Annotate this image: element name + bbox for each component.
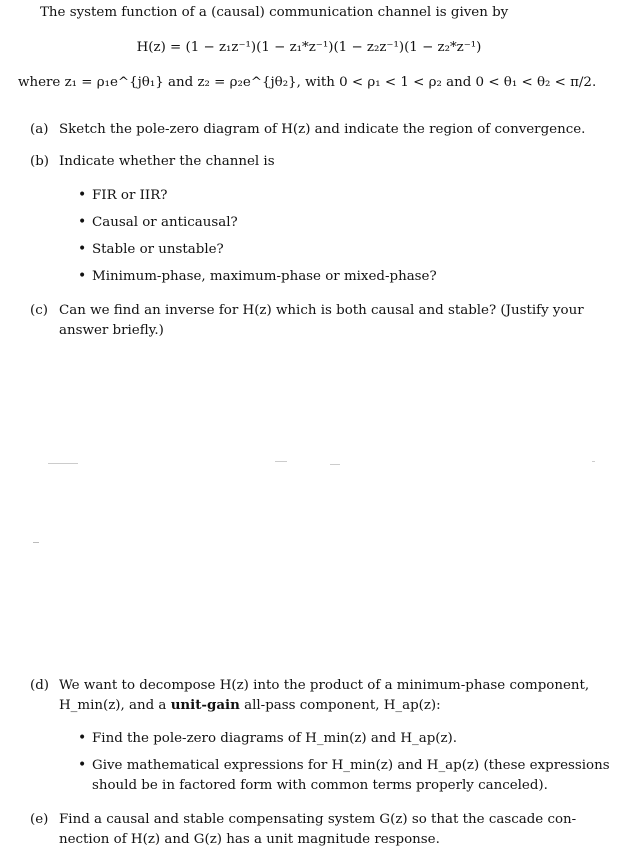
part-d-line2-pre: H_min(z), and a	[59, 698, 167, 713]
main-equation: H(z) = (1 − z₁z⁻¹)(1 − z₁*z⁻¹)(1 − z₂z⁻¹)(1 − z₂*z⁻¹)	[136, 40, 482, 55]
part-e-label: (e)	[30, 812, 49, 827]
part-b-bullet-1: FIR or IIR?	[92, 188, 168, 203]
part-b-bullet-4: Minimum-phase, maximum-phase or mixed-phase?	[92, 269, 437, 284]
part-d-bullet-2: Give mathematical expressions for H_min(z) and H_ap(z) (these expressions	[92, 758, 610, 773]
part-c-line2: answer briefly.)	[59, 323, 164, 338]
part-e-line1: Find a causal and stable compensating system G(z) so that the cascade con-	[59, 812, 577, 827]
part-d-bullet-1: Find the pole-zero diagrams of H_min(z) and H_ap(z).	[92, 731, 458, 746]
bullet-icon: •	[78, 214, 87, 230]
part-d-bullet-2-cont: should be in factored form with common terms properly canceled).	[92, 778, 548, 793]
scan-artifact	[275, 461, 287, 462]
scan-artifact	[592, 461, 595, 462]
part-d-line2-bold: unit-gain	[170, 697, 240, 713]
bullet-icon: •	[78, 268, 87, 284]
part-b-label: (b)	[30, 154, 50, 169]
intro-text: The system function of a (causal) communication channel is given by	[40, 5, 509, 20]
part-d-label: (d)	[30, 678, 50, 693]
part-a-label: (a)	[30, 122, 49, 137]
scan-artifact	[48, 463, 78, 464]
scan-artifact	[330, 464, 340, 465]
part-d-line1: We want to decompose H(z) into the product of a minimum-phase component,	[59, 678, 590, 693]
part-c-line1: Can we find an inverse for H(z) which is both causal and stable? (Justify your	[59, 303, 584, 318]
where-condition: where z₁ = ρ₁e^{jθ₁} and z₂ = ρ₂e^{jθ₂}, with 0 < ρ₁ < 1 < ρ₂ and 0 < θ₁ < θ₂ < π/2.	[18, 75, 597, 90]
part-d-line2	[59, 696, 441, 715]
part-b-bullet-2: Causal or anticausal?	[92, 215, 238, 230]
bullet-icon: •	[78, 187, 87, 203]
part-b-bullet-3: Stable or unstable?	[92, 242, 224, 257]
part-e-line2: nection of H(z) and G(z) has a unit magnitude response.	[59, 832, 440, 847]
bullet-icon: •	[78, 730, 87, 746]
part-b-text: Indicate whether the channel is	[59, 154, 275, 169]
part-c-label: (c)	[30, 303, 48, 318]
bullet-icon: •	[78, 241, 87, 257]
bullet-icon: •	[78, 757, 87, 773]
part-d-line2-post: all-pass component, H_ap(z):	[244, 698, 441, 713]
part-a-text: Sketch the pole-zero diagram of H(z) and indicate the region of convergence.	[59, 122, 586, 137]
scan-artifact	[33, 542, 39, 543]
